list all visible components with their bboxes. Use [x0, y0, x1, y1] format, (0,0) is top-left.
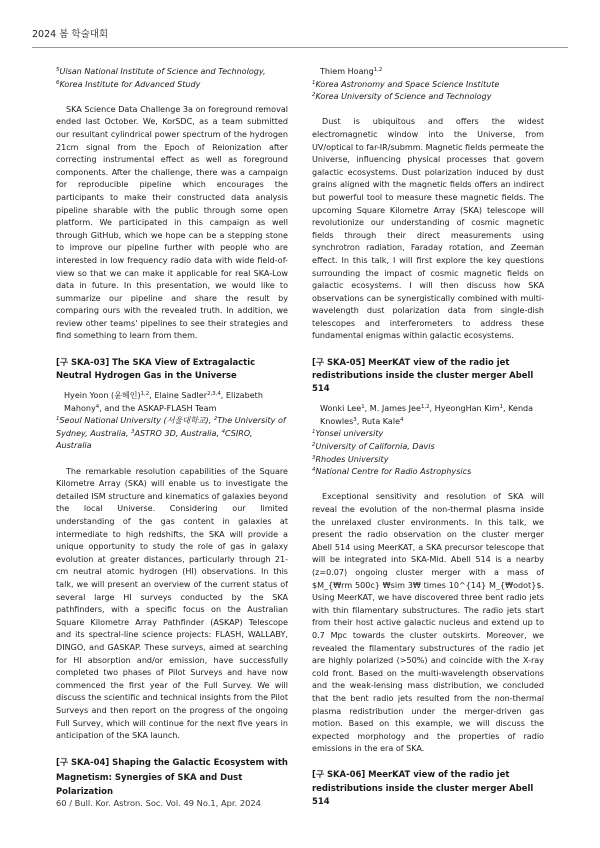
ska05-aff-2: $^2$University of California, Davis: [312, 442, 435, 452]
ska05-aff-4: $^4$National Centre for Radio Astrophysics: [312, 467, 472, 477]
ska04-abstract: Dust is ubiquitous and offers the widest electromagnetic window into the Universe, from UV/optical to far-IR/submm. Magnetic fields permeate the Universe, influencing physical processes that govern galactic ecosystems. Dust polarization induced by dust grains aligned with the magnetic fields offers an indirect but powerful tool to measure these magnetic fields. The upcoming Square Kilometre Array (SKA) telescope will revolutionize our understanding of cosmic magnetic fields through their direct measurements using synchrotron radiation, Faraday rotation, and Zeeman effect. In this talk, I will first explore the key questions surrounding the impact of cosmic magnetic fields on galactic ecosystems. I will then discuss how SKA observations can be synergistically combined with multi-wavelength dust polarization data from single-dish telescopes and interferometers to address these fundamental enigmas within galactic ecosystems.: [312, 117, 544, 341]
ska05-aff-1: $^1$Yonsei university: [312, 429, 384, 439]
intro-paragraph: SKA Science Data Challenge 3a on foreground removal ended last October. We, KorSDC, as a team submitted our resultant cylindrical power spectrum of the hydrogen 21cm signal from the Epoch of Reionization after correcting instrumental effect as well as foreground components. After the challenge, there was a campaign for reproducible pipeline which encourages the participants to make their constructed data analysis pipeline sharable with the public through some open platform. We participated in this campaign as well through GitHub, which we hope can be a stepping stone to improve our pipeline further with people who are interested in low frequency radio data with wide field-of-view so that we can make it applicable for real SKA-Low data in future. In this presentation, we would like to summarize our pipeline and share the result by comparing ours with the revealed truth. In addition, we review other teams' pipelines to see their strategies and find something to learn from them.: [56, 104, 288, 341]
running-header: 2024 봄 학술대회: [32, 29, 109, 40]
header-rule: [32, 47, 568, 48]
left-column: [56, 66, 288, 799]
ska04-author: Thiem Hoang$^{1,2}$: [320, 67, 383, 76]
ska05-abstract: Exceptional sensitivity and resolution of SKA will reveal the evolution of the non-thermal plasma inside the unrelaxed cluster environments. In this talk, we present the radio observation on the cluster merger Abell 514 using MeerKAT, a SKA precursor telescope that will be integrated into SKA-Mid. Abell 514 is a nearby (z=0.07) ongoing cluster merger with a mass of $M_{₩rm 500c} ₩sim 3₩ times 10^{14} M_{₩odot}$. Using MeerKAT, we have discovered three bent radio jets with thin filamentary substructures. The radio jets start from their host active galactic nucleus and extend up to 0.7 Mpc towards the cluster outskirts. Moreover, we revealed the filamentary substructures of the radio jet are highly polarized (>50%) and coincide with the X-ray cold front. Based on the multi-wavelength observations and the weak-lensing mass distribution, we concluded that the bent radio jets resulted from the non-thermal plasma redistribution under the merger-driven gas motion. Based on this example, we will discuss the expected morphology and the properties of radio emissions in the era of SKA.: [312, 492, 544, 754]
ska05-aff-3: $^3$Rhodes University: [312, 454, 389, 464]
ska03-authors: Hyein Yoon (윤혜인)$^{1,2}$, Elaine Sadler$^{2,3,4}$, Elizabeth Mahony$^4$, and the ASKAP-FLASH Team: [64, 391, 263, 413]
ska03-abstract: The remarkable resolution capabilities of the Square Kilometre Array (SKA) will enable us to investigate the detailed ISM structure and kinematics of galaxies beyond the local Universe. Considering our limited understanding of the gas content in galaxies at intermediate to high redshifts, the SKA will provide a unique opportunity to study the role of gas in galaxy evolution at greater distances, particularly through 21-cm neutral atomic hydrogen (HI) observations. In this talk, we will present an overview of the current status of several large HI surveys conducted by the SKA pathfinders, with a specific focus on the Australian Square Kilometre Array Pathfinder (ASKAP) Telescope and its spectral-line science projects: FLASH, WALLABY, DINGO, and GASKAP. These surveys, aimed at searching for HI absorption and/or emission, have successfully completed two phases of Pilot Surveys and have now commenced the first year of the Full Survey. We will discuss the scientific and technical insights from the Pilot Surveys and then report on the progress of the ongoing Full Survey, which will continue for the next five years in anticipation of the SKA launch.: [56, 466, 288, 741]
left-aff-line-1: $^5$Ulsan National Institute of Science and Technology,: [56, 67, 266, 76]
page-footer: 60 / Bull. Kor. Astron. Soc. Vol. 49 No.1, Apr. 2024: [56, 798, 261, 808]
ska04-aff-2: $^2$Korea University of Science and Technology: [312, 92, 492, 102]
ska03-affiliations: $^1$Seoul National University (서울대학교), $^2$The University of Sydney, Australia, $^3$ASTRO 3D, Australia, $^4$CSIRO, Australia: [56, 416, 286, 451]
ska03-title: [구 SKA-03] The SKA View of Extragalactic Neutral Hydrogen Gas in the Universe: [56, 356, 256, 380]
ska05-authors: Wonki Lee$^1$, M. James Jee$^{1,2}$, HyeongHan Kim$^1$, Kenda Knowles$^3$, Ruta Kale$^4$: [320, 404, 534, 426]
right-column: [312, 66, 544, 808]
left-aff-line-2: $^6$Korea Institute for Advanced Study: [56, 79, 201, 89]
ska04-aff-1: $^1$Korea Astronomy and Space Science Institute: [312, 79, 500, 89]
ska05-title: [구 SKA-05] MeerKAT view of the radio jet redistributions inside the cluster merger Abell 514: [312, 356, 534, 394]
ska04-title: [구 SKA-04] Shaping the Galactic Ecosystem with Magnetism: Synergies of SKA and Dust Polarization: [56, 757, 288, 797]
ska06-title: [구 SKA-06] MeerKAT view of the radio jet redistributions inside the cluster merger Abell 514: [312, 769, 534, 806]
